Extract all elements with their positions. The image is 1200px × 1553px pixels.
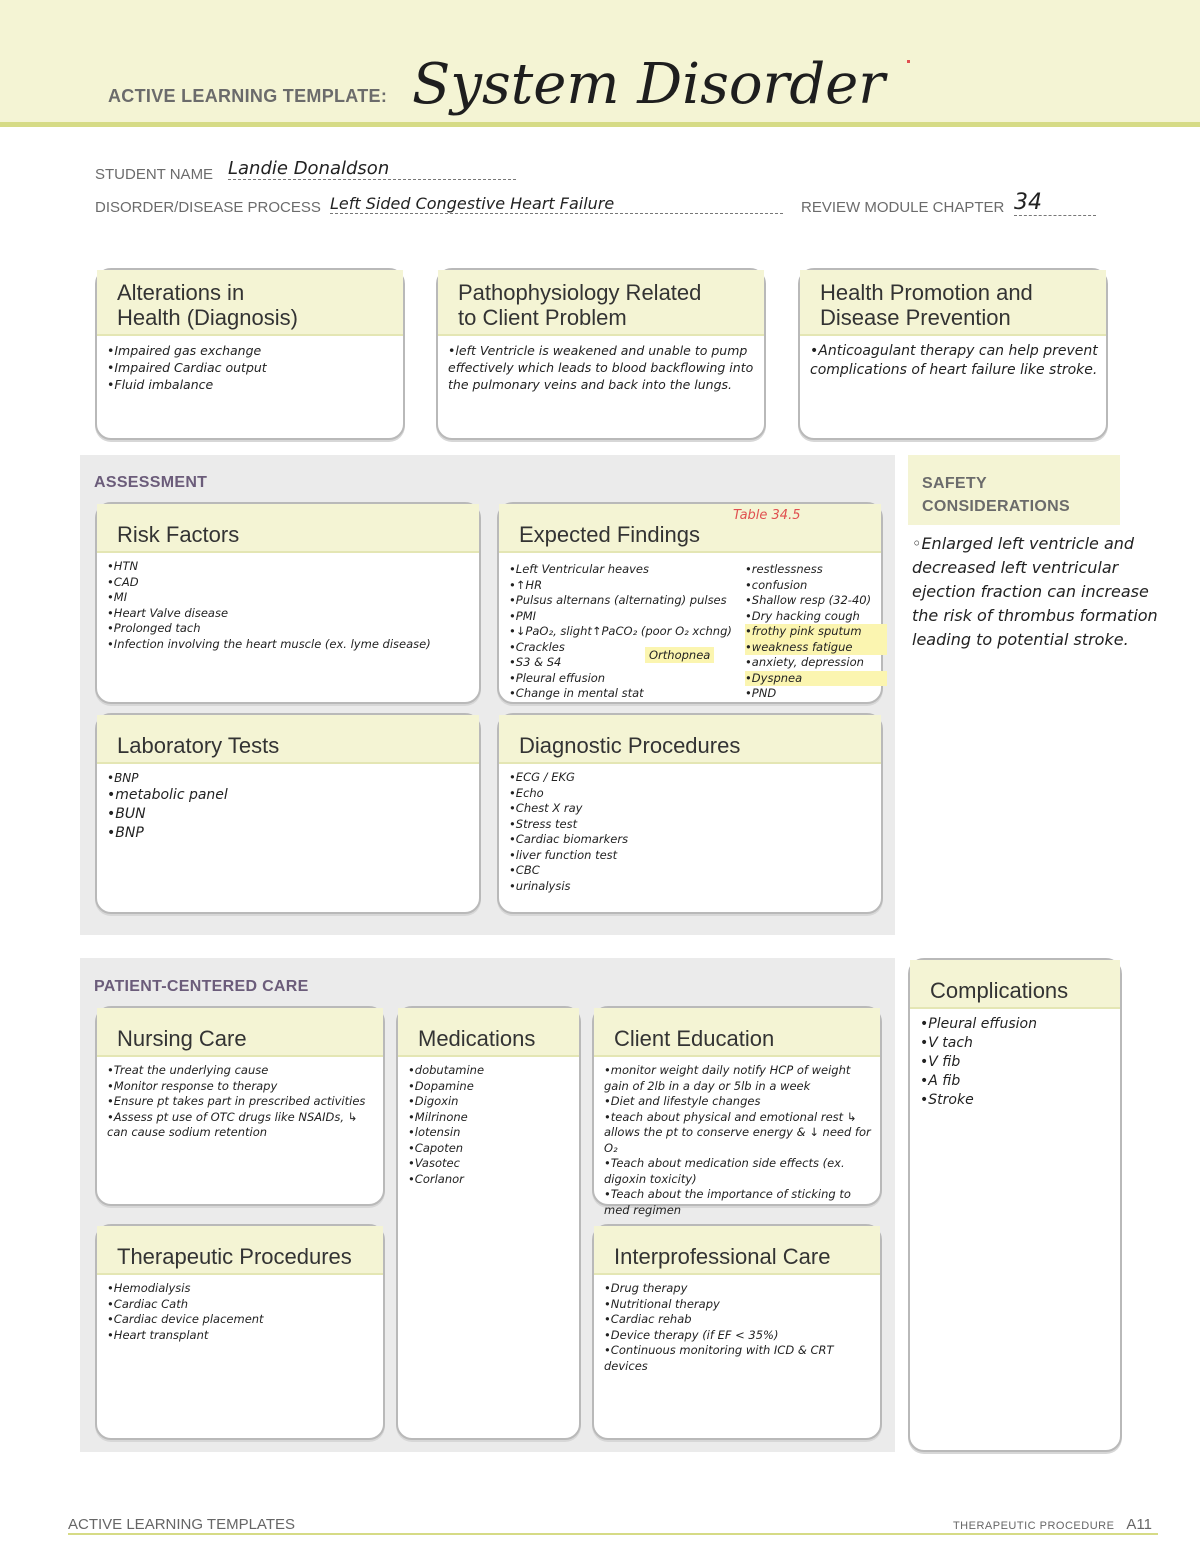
- list-item: • A fib: [920, 1072, 1112, 1091]
- footer-left: ACTIVE LEARNING TEMPLATES: [68, 1516, 295, 1533]
- list-item: • Capoten: [408, 1141, 571, 1157]
- health-promotion-box: [798, 268, 1108, 440]
- diagnostic-procedures-box: [497, 713, 883, 914]
- list-item: • confusion: [745, 578, 887, 594]
- list-item: • Pleural effusion: [920, 1015, 1112, 1034]
- list-item: • CBC: [509, 863, 873, 879]
- disorder-label: DISORDER/DISEASE PROCESS: [95, 199, 321, 216]
- health-promotion-title: Health Promotion and Disease Prevention: [800, 270, 1106, 334]
- nursing-care-list: [97, 1063, 383, 1141]
- list-item: • Chest X ray: [509, 801, 873, 817]
- list-item: • Left Ventricular heaves: [509, 562, 745, 578]
- footer-right: THERAPEUTIC PROCEDURE A11: [952, 1516, 1152, 1533]
- list-item: • PND: [745, 686, 887, 702]
- patient-care-title: PATIENT-CENTERED CARE: [94, 978, 309, 995]
- medications-box: [396, 1006, 581, 1440]
- health-promotion-list: [800, 342, 1106, 380]
- list-item: • Heart transplant: [107, 1328, 375, 1344]
- assessment-title: ASSESSMENT: [94, 474, 208, 491]
- list-item: • metabolic panel: [107, 786, 471, 805]
- interprofessional-care-list: [594, 1281, 880, 1374]
- diagnostic-procedures-title: Diagnostic Procedures: [499, 715, 881, 762]
- list-item: • Assess pt use of OTC drugs like NSAIDs, ↳ can cause sodium retention: [107, 1110, 375, 1141]
- list-item: • CAD: [107, 575, 471, 591]
- list-item: • Anticoagulant therapy can help prevent complications of heart failure like stroke.: [810, 342, 1098, 380]
- list-item: • Hemodialysis: [107, 1281, 375, 1297]
- list-item: • Stress test: [509, 817, 873, 833]
- client-education-title: Client Education: [594, 1008, 880, 1055]
- list-item: • Shallow resp (32-40): [745, 593, 887, 609]
- footer-rule: [68, 1533, 1158, 1535]
- list-item: • ECG / EKG: [509, 770, 873, 786]
- list-item: • Pleural effusion: [509, 671, 745, 687]
- list-item: • Teach about medication side effects (ex. digoxin toxicity): [604, 1156, 872, 1187]
- expected-findings-list-left: [499, 562, 753, 702]
- list-item: • Monitor response to therapy: [107, 1079, 375, 1095]
- list-item: • BUN: [107, 805, 471, 824]
- list-item: • Impaired gas exchange: [107, 342, 395, 359]
- therapeutic-procedures-list: [97, 1281, 383, 1343]
- interprofessional-care-box: [592, 1224, 882, 1440]
- list-item: • Echo: [509, 786, 873, 802]
- laboratory-tests-title: Laboratory Tests: [97, 715, 479, 762]
- laboratory-tests-box: [95, 713, 481, 914]
- list-item: • Treat the underlying cause: [107, 1063, 375, 1079]
- list-item: • PMI: [509, 609, 745, 625]
- alterations-title: Alterations in Health (Diagnosis): [97, 270, 403, 334]
- orthopnea-highlight: Orthopnea: [645, 647, 714, 663]
- student-name-field[interactable]: Landie Donaldson: [228, 158, 516, 180]
- therapeutic-procedures-box: [95, 1224, 385, 1440]
- safety-title: SAFETY CONSIDERATIONS: [922, 475, 1070, 515]
- risk-factors-box: [95, 502, 481, 704]
- pathophysiology-box: [436, 268, 766, 440]
- risk-factors-list: [97, 559, 479, 652]
- list-item: • ↓PaO₂, slight↑PaCO₂ (poor O₂ xchng): [509, 624, 745, 640]
- list-item: • Milrinone: [408, 1110, 571, 1126]
- risk-factors-title: Risk Factors: [97, 504, 479, 551]
- list-item: • Teach about the importance of sticking to med regimen: [604, 1187, 872, 1218]
- list-item: • S3 & S4: [509, 655, 745, 671]
- list-item: • monitor weight daily notify HCP of weight gain of 2lb in a day or 5lb in a week: [604, 1063, 872, 1094]
- list-item: • Prolonged tach: [107, 621, 471, 637]
- stray-mark: [907, 60, 910, 63]
- list-item: • Fluid imbalance: [107, 376, 395, 393]
- disorder-field[interactable]: Left Sided Congestive Heart Failure: [330, 194, 783, 214]
- list-item: • frothy pink sputum: [745, 624, 887, 640]
- complications-list: [910, 1015, 1120, 1110]
- template-label: ACTIVE LEARNING TEMPLATE:: [108, 86, 388, 106]
- list-item: • left Ventricle is weakened and unable to pump effectively which leads to blood backflowing into the pulmonary veins and back into the lungs.: [448, 342, 756, 393]
- alterations-box: [95, 268, 405, 440]
- list-item: • BNP: [107, 824, 471, 843]
- therapeutic-procedures-title: Therapeutic Procedures: [97, 1226, 383, 1273]
- list-item: • Heart Valve disease: [107, 606, 471, 622]
- list-item: • Impaired Cardiac output: [107, 359, 395, 376]
- list-item: • teach about physical and emotional rest ↳ allows the pt to conserve energy & ↓ need for O₂: [604, 1110, 872, 1157]
- student-name-label: STUDENT NAME: [95, 166, 214, 183]
- list-item: • dobutamine: [408, 1063, 571, 1079]
- list-item: • Pulsus alternans (alternating) pulses: [509, 593, 745, 609]
- list-item: • urinalysis: [509, 879, 873, 895]
- list-item: • Cardiac rehab: [604, 1312, 872, 1328]
- page-title: System Disorder: [412, 52, 886, 117]
- list-item: • Stroke: [920, 1091, 1112, 1110]
- list-item: • Diet and lifestyle changes: [604, 1094, 872, 1110]
- list-item: • liver function test: [509, 848, 873, 864]
- pathophysiology-list: [438, 342, 764, 393]
- expected-findings-list-right: [735, 562, 895, 702]
- list-item: • Vasotec: [408, 1156, 571, 1172]
- list-item: • Drug therapy: [604, 1281, 872, 1297]
- list-item: • lotensin: [408, 1125, 571, 1141]
- module-chapter-label: REVIEW MODULE CHAPTER: [801, 199, 1005, 216]
- list-item: • ↑HR: [509, 578, 745, 594]
- header-rule: [0, 122, 1200, 127]
- interprofessional-care-title: Interprofessional Care: [594, 1226, 880, 1273]
- laboratory-tests-list: [97, 770, 479, 843]
- nursing-care-box: [95, 1006, 385, 1206]
- list-item: • anxiety, depression: [745, 655, 887, 671]
- list-item: • Cardiac device placement: [107, 1312, 375, 1328]
- list-item: • restlessness: [745, 562, 887, 578]
- medications-list: [398, 1063, 579, 1187]
- list-item: • V tach: [920, 1034, 1112, 1053]
- list-item: • Continuous monitoring with ICD & CRT devices: [604, 1343, 872, 1374]
- table-reference-note: Table 34.5: [733, 508, 801, 523]
- list-item: • Infection involving the heart muscle (ex. lyme disease): [107, 637, 471, 653]
- complications-box: [908, 958, 1122, 1452]
- client-education-box: [592, 1006, 882, 1217]
- list-item: • Change in mental stat: [509, 686, 745, 702]
- list-item: • Ensure pt takes part in prescribed activities: [107, 1094, 375, 1110]
- list-item: • Device therapy (if EF < 35%): [604, 1328, 872, 1344]
- list-item: • Crackles: [509, 640, 745, 656]
- list-item: • Dry hacking cough: [745, 609, 887, 625]
- complications-title: Complications: [910, 960, 1120, 1007]
- medications-title: Medications: [398, 1008, 579, 1055]
- safety-text: ◦Enlarged left ventricle and decreased left ventricular ejection fraction can increase the risk of thrombus formation leading to potential stroke.: [912, 534, 1158, 649]
- module-chapter-field[interactable]: 34: [1014, 190, 1096, 216]
- alterations-list: [97, 342, 403, 393]
- expected-findings-title: Expected Findings: [499, 504, 881, 551]
- expected-findings-box: [497, 502, 883, 704]
- list-item: • Dopamine: [408, 1079, 571, 1095]
- list-item: • Nutritional therapy: [604, 1297, 872, 1313]
- list-item: • Digoxin: [408, 1094, 571, 1110]
- list-item: • Dyspnea: [745, 671, 887, 687]
- nursing-care-title: Nursing Care: [97, 1008, 383, 1055]
- list-item: • BNP: [107, 770, 471, 786]
- diagnostic-procedures-list: [499, 770, 881, 894]
- client-education-list: [594, 1063, 880, 1218]
- pathophysiology-title: Pathophysiology Related to Client Problem: [438, 270, 764, 334]
- list-item: • Corlanor: [408, 1172, 571, 1188]
- list-item: • Cardiac Cath: [107, 1297, 375, 1313]
- list-item: • MI: [107, 590, 471, 606]
- list-item: • Cardiac biomarkers: [509, 832, 873, 848]
- list-item: • weakness fatigue: [745, 640, 887, 656]
- list-item: • V fib: [920, 1053, 1112, 1072]
- list-item: • HTN: [107, 559, 471, 575]
